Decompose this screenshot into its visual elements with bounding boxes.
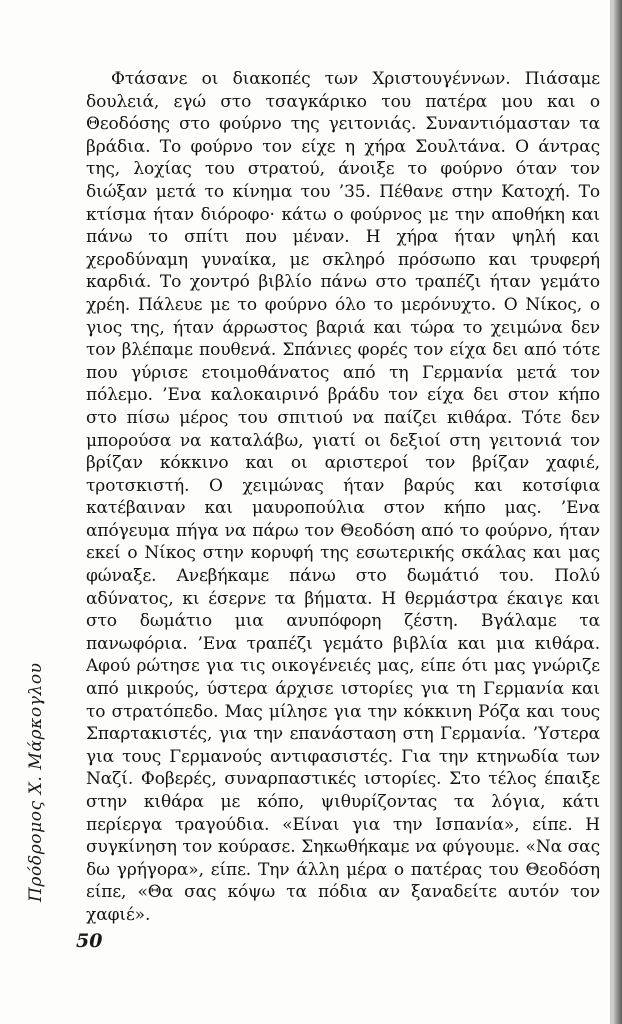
page-number: 50: [76, 930, 103, 952]
page-edge-shadow: [612, 0, 622, 1024]
body-text: [86, 68, 600, 927]
running-head-author: Πρόδρομος Χ. Μάρκογλου: [26, 662, 46, 902]
paragraph: Φτάσανε οι διακοπές των Χριστουγέννων. Πιάσαμε δουλειά, εγώ στο τσαγκάρικο του πατέρα μου και ο Θεοδόσης στο φούρνο της γειτονιάς. Συναντιόμασταν τα βράδια. Το φούρνο τον είχε η χήρα Σουλτάνα. Ο άντρας της, λοχίας του στρατού, άνοιξε το φούρνο όταν τον διώξαν μετά το κίνημα του ’35. Πέθανε στην Κατοχή. Το κτίσμα ήταν διόροφο· κάτω ο φούρνος με την αποθήκη και πάνω το σπίτι που μέναν. Η χήρα ήταν ψηλή και χεροδύναμη γυναίκα, με σκληρό πρόσωπο και τρυφερή καρδιά. Το χοντρό βιβλίο πάνω στο τραπέζι ήταν γεμάτο χρέη. Πάλευε με το φούρνο όλο το μερόνυχτο. Ο Νίκος, ο γιος της, ήταν άρρωστος βαριά και τώρα το χειμώνα δεν τον βλέπαμε πουθενά. Σπάνιες φορές τον είχα δει από τότε που γύρισε ετοιμοθάνατος από τη Γερμανία μετά τον πόλεμο. ’Ενα καλοκαιρινό βράδυ τον είχα δει στον κήπο στο πίσω μέρος του σπιτιού να παίζει κιθάρα. Τότε δεν μπορούσα να καταλάβω, γιατί οι δεξιοί στη γειτονιά τον βρίζαν κόκκινο και οι αριστεροί τον βρίζαν χαφιέ, τροτσκιστή. Ο χειμώνας ήταν βαρύς και κοτσίφια κατέβαιναν και μαυροπούλια στον κήπο μας. ’Ενα απόγευμα πήγα να πάρω τον Θεοδόση από το φούρνο, ήταν εκεί ο Νίκος στην κορυφή της εσωτερικής σκάλας και μας φώναξε. Ανεβήκαμε πάνω στο δωμάτιό του. Πολύ αδύνατος, κι έσερνε τα βήματα. Η θερμάστρα έκαιγε και στο δωμάτιο μια ανυπόφορη ζέστη. Βγάλαμε τα πανωφόρια. ’Ενα τραπέζι γεμάτο βιβλία και μια κιθάρα. Αφού ρώτησε για τις οικογένειές μας, είπε ότι μας γνώριζε από μικρούς, ύστερα άρχισε ιστορίες για τη Γερμανία και το στρατόπεδο. Μας μίλησε για την κόκκινη Ρόζα και τους Σπαρτακιστές, για την επανάσταση στη Γερμανία. ’Υστερα για τους Γερμανούς αντιφασιστές. Για την κτηνωδία των Ναζί. Φοβερές, συναρπαστικές ιστορίες. Στο τέλος έπαιξε στην κιθάρα με κόπο, ψιθυρίζοντας τα λόγια, κάτι περίεργα τραγούδια. «Είναι για την Ισπανία», είπε. Η συγκίνηση τον κούρασε. Σηκωθήκαμε να φύγουμε. «Να σας δω γρήγορα», είπε. Την άλλη μέρα ο πατέρας του Θεοδόση είπε, «Θα σας κόψω τα πόδια αν ξαναδείτε αυτόν τον χαφιέ».: [86, 69, 600, 925]
